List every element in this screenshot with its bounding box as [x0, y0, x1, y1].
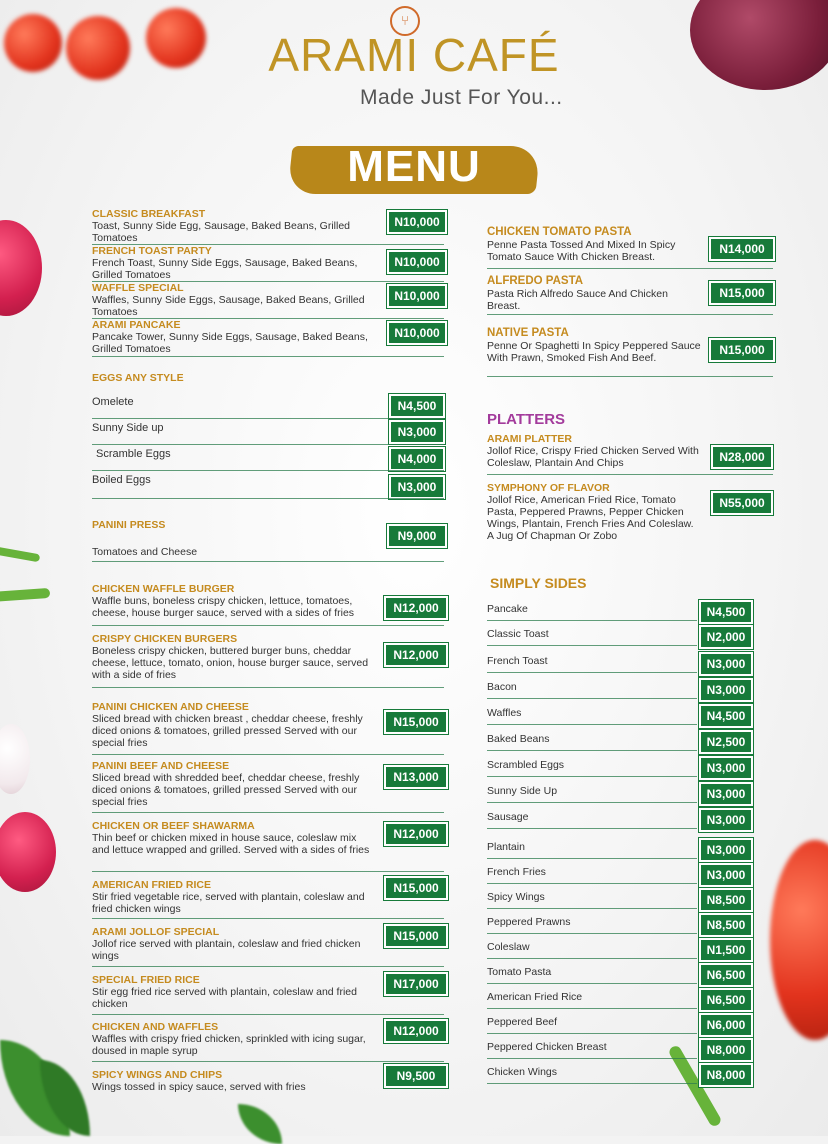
side-item-name: French Fries: [487, 866, 546, 878]
divider: [92, 871, 444, 872]
side-item-name: Sausage: [487, 811, 529, 823]
divider: [92, 356, 444, 357]
menu-item: [92, 760, 374, 808]
price-tag: N9,500: [384, 1064, 448, 1088]
menu-header: [0, 0, 828, 200]
item-description: Jollof rice served with plantain, coleslaw and fried chicken wings: [92, 938, 361, 962]
item-description: Sliced bread with chicken breast , cheddar cheese, freshly diced onions & tomatoes, grilled pressed Served with our special fries: [92, 713, 363, 749]
menu-item: [92, 1021, 374, 1057]
price-tag: N10,000: [387, 321, 447, 345]
divider: [487, 1008, 697, 1009]
item-description: Waffles, Sunny Side Eggs, Sausage, Baked Beans, Grilled Tomatoes: [92, 294, 365, 318]
divider: [487, 474, 773, 475]
section-heading: PANINI PRESS: [92, 519, 166, 531]
price-tag: N1,500: [699, 938, 753, 962]
price-tag: N2,500: [699, 730, 753, 754]
price-tag: N3,000: [699, 652, 753, 676]
price-tag: N15,000: [384, 924, 448, 948]
price-tag: N55,000: [711, 491, 773, 515]
item-title: ARAMI PLATTER: [487, 433, 572, 445]
price-tag: N15,000: [384, 876, 448, 900]
menu-item: [92, 583, 374, 619]
divider: [92, 754, 444, 755]
item-title: PANINI BEEF AND CHEESE: [92, 760, 230, 772]
price-tag: N15,000: [709, 338, 775, 362]
item-description: Jollof Rice, American Fried Rice, Tomato Pasta, Peppered Prawns, Pepper Chicken Wings, Plantain, French Fries And Coleslaw. A Jug Of Chapman Or Zobo: [487, 494, 694, 542]
section-heading: SIMPLY SIDES: [490, 575, 587, 591]
item-title: SYMPHONY OF FLAVOR: [487, 482, 610, 494]
price-tag: N2,000: [699, 625, 753, 649]
divider: [487, 724, 697, 725]
divider: [487, 672, 697, 673]
item-name: Scramble Eggs: [96, 448, 171, 460]
divider: [487, 858, 697, 859]
item-description: Penne Or Spaghetti In Spicy Peppered Sauce With Prawn, Smoked Fish And Beef.: [487, 340, 701, 364]
price-tag: N3,000: [699, 808, 753, 832]
price-tag: N14,000: [709, 237, 775, 261]
item-description: Penne Pasta Tossed And Mixed In Spicy Tomato Sauce With Chicken Breast.: [487, 239, 676, 263]
item-description: Wings tossed in spicy sauce, served with fries: [92, 1081, 306, 1093]
menu-item: [92, 208, 372, 244]
tagline: Made Just For You...: [360, 86, 563, 109]
price-tag: N12,000: [384, 643, 448, 667]
side-item-name: Baked Beans: [487, 733, 550, 745]
divider: [487, 828, 697, 829]
price-tag: N6,000: [699, 1013, 753, 1037]
side-item-name: Plantain: [487, 841, 525, 853]
divider: [487, 1058, 697, 1059]
divider: [92, 470, 444, 471]
divider: [487, 698, 697, 699]
side-item-name: Scrambled Eggs: [487, 759, 565, 771]
divider: [487, 1083, 697, 1084]
price-tag: N17,000: [384, 972, 448, 996]
menu-item: [92, 245, 372, 281]
item-title: SPECIAL FRIED RICE: [92, 974, 200, 986]
side-item-name: Classic Toast: [487, 628, 549, 640]
price-tag: N3,000: [699, 756, 753, 780]
side-item-name: Coleslaw: [487, 941, 530, 953]
price-tag: N10,000: [387, 284, 447, 308]
price-tag: N3,000: [699, 838, 753, 862]
divider: [92, 561, 444, 562]
price-tag: N3,000: [699, 782, 753, 806]
item-title: ARAMI PANCAKE: [92, 319, 181, 331]
item-description: Tomatoes and Cheese: [92, 546, 198, 558]
item-description: Boneless crispy chicken, buttered burger buns, cheddar cheese, lettuce, tomato, onion, house burger sauce, served with a side of fries: [92, 645, 369, 681]
side-item-name: French Toast: [487, 655, 548, 667]
price-tag: N12,000: [384, 1019, 448, 1043]
item-name: Boiled Eggs: [92, 474, 151, 486]
item-title: AMERICAN FRIED RICE: [92, 879, 212, 891]
side-item-name: Sunny Side Up: [487, 785, 558, 797]
menu-item: [487, 225, 697, 263]
menu-item: [92, 319, 372, 355]
item-description: Stir egg fried rice served with plantain, coleslaw and fried chicken: [92, 986, 357, 1010]
cafe-name: ARAMI CAFÉ: [268, 29, 560, 81]
item-name: Sunny Side up: [92, 422, 164, 434]
price-tag: N3,000: [699, 678, 753, 702]
price-tag: N4,500: [699, 704, 753, 728]
price-tag: N10,000: [387, 250, 447, 274]
item-title: NATIVE PASTA: [487, 327, 569, 339]
side-item-name: Tomato Pasta: [487, 966, 552, 978]
divider: [92, 1061, 444, 1062]
divider: [487, 314, 773, 315]
item-title: CHICKEN AND WAFFLES: [92, 1021, 219, 1033]
item-title: ALFREDO PASTA: [487, 275, 584, 287]
divider: [92, 966, 444, 967]
price-tag: N3,000: [389, 420, 445, 444]
item-title: WAFFLE SPECIAL: [92, 282, 184, 294]
price-tag: N13,000: [384, 765, 448, 789]
divider: [487, 802, 697, 803]
item-name: Omelete: [92, 396, 134, 408]
menu-banner: [290, 140, 538, 198]
divider: [92, 812, 444, 813]
price-tag: N8,500: [699, 913, 753, 937]
side-item-name: Pancake: [487, 603, 528, 615]
divider: [92, 418, 444, 419]
menu-item: [487, 326, 702, 364]
price-tag: N8,000: [699, 1063, 753, 1087]
divider: [487, 933, 697, 934]
divider: [487, 620, 697, 621]
divider: [92, 1014, 444, 1015]
divider: [487, 268, 773, 269]
item-description: French Toast, Sunny Side Eggs, Sausage, Baked Beans, Grilled Tomatoes: [92, 257, 358, 281]
menu-item: [92, 820, 374, 856]
menu-item: [487, 274, 697, 312]
item-title: ARAMI JOLLOF SPECIAL: [92, 926, 220, 938]
item-description: Waffles with crispy fried chicken, sprinkled with icing sugar, doused in maple syrup: [92, 1033, 366, 1057]
item-description: Jollof Rice, Crispy Fried Chicken Served With Coleslaw, Plantain And Chips: [487, 445, 699, 469]
divider: [92, 625, 444, 626]
price-tag: N28,000: [711, 445, 773, 469]
side-item-name: Peppered Beef: [487, 1016, 558, 1028]
side-item-name: American Fried Rice: [487, 991, 583, 1003]
menu-item: [92, 1069, 374, 1093]
fork-knife-icon: ⑂: [390, 6, 420, 36]
price-tag: N9,000: [387, 524, 447, 548]
price-tag: N3,000: [389, 475, 445, 499]
divider: [92, 498, 444, 499]
price-tag: N8,500: [699, 888, 753, 912]
price-tag: N10,000: [387, 210, 447, 234]
divider: [487, 908, 697, 909]
divider: [487, 645, 697, 646]
divider: [487, 883, 697, 884]
side-item-name: Peppered Prawns: [487, 916, 571, 928]
divider: [487, 983, 697, 984]
side-item-name: Waffles: [487, 707, 522, 719]
price-tag: N6,500: [699, 988, 753, 1012]
side-item-name: Spicy Wings: [487, 891, 545, 903]
item-description: Thin beef or chicken mixed in house sauce, coleslaw mix and lettuce wrapped and grilled. Served with a sides of fries: [92, 832, 370, 856]
price-tag: N3,000: [699, 863, 753, 887]
item-title: CRISPY CHICKEN BURGERS: [92, 633, 238, 645]
menu-item: [92, 282, 372, 318]
item-title: SPICY WINGS AND CHIPS: [92, 1069, 223, 1081]
menu-item: [487, 482, 702, 542]
price-tag: N12,000: [384, 596, 448, 620]
section-heading: PLATTERS: [487, 411, 566, 428]
item-title: CHICKEN TOMATO PASTA: [487, 226, 632, 238]
divider: [92, 444, 444, 445]
item-description: Stir fried vegetable rice, served with plantain, coleslaw and fried chicken wings: [92, 891, 365, 915]
price-tag: N4,000: [389, 447, 445, 471]
divider: [487, 1033, 697, 1034]
item-description: Pancake Tower, Sunny Side Eggs, Sausage, Baked Beans, Grilled Tomatoes: [92, 331, 368, 355]
section-heading: EGGS ANY STYLE: [92, 372, 184, 384]
menu-item: [487, 433, 699, 469]
menu-item: [92, 879, 374, 915]
price-tag: N8,000: [699, 1038, 753, 1062]
menu-item: [92, 974, 374, 1010]
price-tag: N4,500: [389, 394, 445, 418]
price-tag: N15,000: [384, 710, 448, 734]
menu-item: [92, 701, 374, 749]
price-tag: N12,000: [384, 822, 448, 846]
divider: [487, 376, 773, 377]
divider: [92, 687, 444, 688]
price-tag: N15,000: [709, 281, 775, 305]
side-item-name: Chicken Wings: [487, 1066, 558, 1078]
menu-banner-label: MENU: [347, 142, 481, 191]
price-tag: N6,500: [699, 963, 753, 987]
divider: [487, 750, 697, 751]
item-title: PANINI CHICKEN AND CHEESE: [92, 701, 249, 713]
divider: [487, 958, 697, 959]
price-tag: N4,500: [699, 600, 753, 624]
side-item-name: Peppered Chicken Breast: [487, 1041, 607, 1053]
item-title: FRENCH TOAST PARTY: [92, 245, 212, 257]
item-title: CLASSIC BREAKFAST: [92, 208, 206, 220]
divider: [487, 776, 697, 777]
menu-item: [92, 926, 374, 962]
item-title: CHICKEN OR BEEF SHAWARMA: [92, 820, 255, 832]
side-item-name: Bacon: [487, 681, 517, 693]
item-description: Waffle buns, boneless crispy chicken, lettuce, tomatoes, cheese, house burger sauce, served with a sides of fries: [92, 595, 355, 619]
divider: [92, 918, 444, 919]
item-description: Sliced bread with shredded beef, cheddar cheese, freshly diced onions & tomatoes, grilled pressed Served with our special fries: [92, 772, 360, 808]
item-title: CHICKEN WAFFLE BURGER: [92, 583, 235, 595]
item-description: Pasta Rich Alfredo Sauce And Chicken Breast.: [487, 288, 668, 312]
item-description: Toast, Sunny Side Egg, Sausage, Baked Beans, Grilled Tomatoes: [92, 220, 350, 244]
menu-item: [92, 633, 374, 681]
